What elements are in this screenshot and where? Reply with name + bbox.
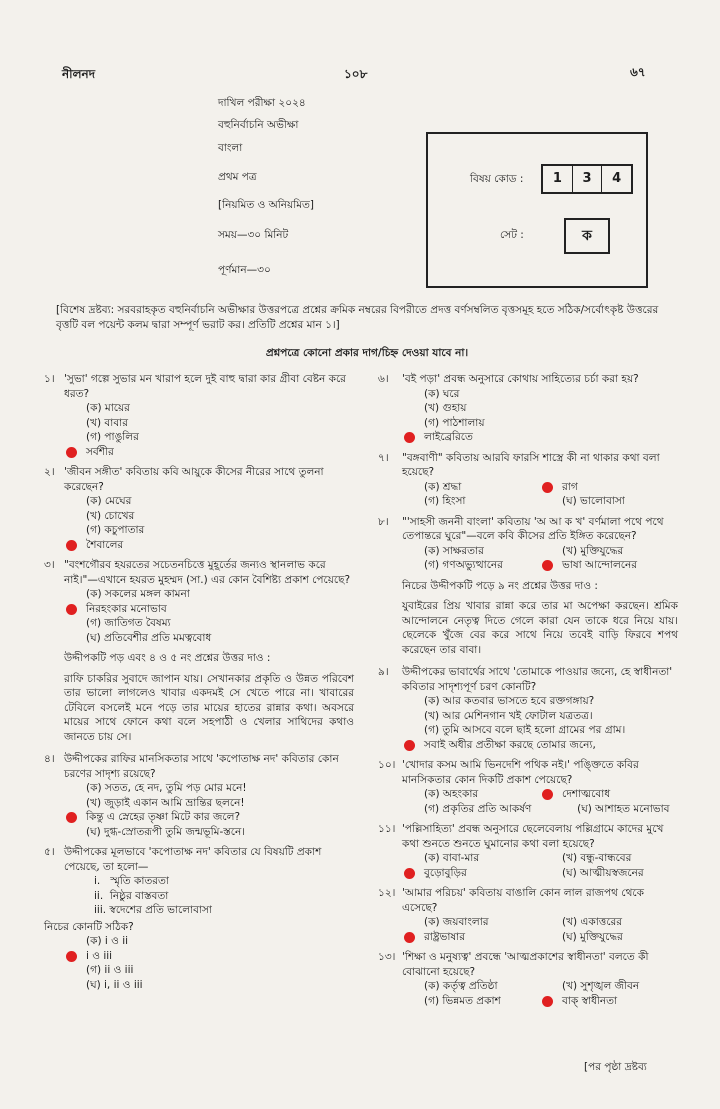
option: (গ) ii ও iii: [86, 964, 134, 976]
question-11: [378, 822, 678, 880]
option-text: নিরহংকার মনোভাব: [86, 602, 167, 615]
filled-bubble-icon: [66, 447, 77, 458]
question-number: ৮।: [378, 515, 389, 528]
subject-name: বাংলা: [218, 142, 243, 154]
option-text: বুড়োবুড়ির: [424, 866, 467, 879]
option: (ক) ঘরে: [424, 387, 460, 400]
question-text: 'আমার পরিচয়' কবিতায় বাঙালি কোন লাল রাজপথ থেকে এসেছে?: [402, 887, 644, 914]
warning-text: প্রশ্নপত্রে কোনো প্রকার দাগ/চিহ্ন দেওয়া যাবে না।: [265, 347, 469, 359]
option: (খ) বন্ধু-বান্ধবের: [562, 852, 632, 864]
question-5-ask: নিচের কোনটি সঠিক?: [44, 920, 134, 933]
set-label: সেট :: [500, 229, 524, 241]
option-text: সর্বশীর: [86, 445, 114, 458]
question-text: উদ্দীপকের মূলভাবে 'কপোতাক্ষ নদ' কবিতার যে বিষয়টি প্রকাশ পেয়েছে, তা হলো—: [64, 846, 322, 873]
question-number: ৬।: [378, 373, 389, 385]
question-1: [44, 372, 354, 459]
option-text: লাইব্রেরিতে: [424, 431, 473, 443]
filled-bubble-icon: [404, 740, 415, 751]
header-right: ৬৭: [630, 65, 646, 79]
stimulus-4-5: রাফি চাকরির সুবাদে জাপান যায়। সেখানকার প্রকৃতি ও উন্নত পরিবেশ তার ভালো লাগলেও খাবার একদমই সে খেতে পারে না। খাবারের টেবিলে বসলেই মনে পড়ে তার মায়ের হাতের রান্নার কথা। অবসরে মায়ের সাথে ফোনে কথা বলে সহপাঠী ও খেলার সাথিদের কথাও জানতে চায় সে।: [64, 672, 354, 743]
option: (গ) কচুপাতার: [86, 524, 145, 536]
right-column: [378, 372, 678, 1014]
filled-bubble-icon: [66, 951, 77, 962]
question-number: ২।: [44, 466, 55, 478]
question-text: 'খোদার কসম আমি ভিনদেশি পথিক নই।' পঙ্ক্তিতে কবির মানসিকতার কোন দিকটি প্রকাশ পেয়েছে?: [402, 759, 639, 786]
question-10: [378, 758, 678, 816]
statement: ii. নিষ্ঠুর বাস্তবতা: [94, 889, 169, 902]
option: (গ) হিংসা: [424, 495, 466, 507]
option: (ক) শ্রদ্ধা: [424, 480, 462, 493]
subject-code-label: বিষয় কোড :: [470, 173, 524, 185]
option: (ক) জয়বাংলার: [424, 916, 489, 928]
question-number: ৯।: [378, 666, 389, 678]
option: (ক) সাক্ষরতার: [424, 544, 484, 557]
filled-bubble-icon: [542, 996, 553, 1007]
filled-bubble-icon: [66, 812, 77, 823]
time-limit: সময়—৩০ মিনিট: [218, 229, 289, 241]
option: (ঘ) আত্মীয়স্বজনের: [562, 866, 644, 879]
option: (ক) আর কতবার ভাসতে হবে রক্তগঙ্গায়?: [424, 695, 595, 707]
question-number: ৩।: [44, 559, 55, 571]
filled-bubble-icon: [542, 789, 553, 800]
question-2: [44, 465, 354, 552]
option: (খ) চোখের: [86, 509, 135, 522]
option-text: রাগ: [562, 480, 578, 493]
page-number: ১০৮: [344, 67, 368, 81]
question-number: ১৩।: [378, 951, 396, 963]
option: (গ) গণঅভ্যুত্থানের: [424, 559, 503, 571]
left-column: [44, 372, 354, 992]
option-marked: [64, 602, 354, 617]
option-marked: [540, 994, 678, 1009]
question-number: ১২।: [378, 887, 396, 899]
option: (গ) পাঠশালায়: [424, 416, 485, 429]
option: (ঘ) i, ii ও iii: [86, 978, 143, 991]
question-12: [378, 886, 678, 944]
subject-code-boxes: [541, 164, 633, 194]
option-marked: [64, 445, 354, 460]
filled-bubble-icon: [404, 932, 415, 943]
option-marked: [402, 738, 678, 753]
option: (ক) অহংকার: [424, 788, 479, 800]
option: (গ) ভিন্নমত প্রকাশ: [424, 994, 501, 1007]
option: (ক) i ও ii: [86, 935, 129, 947]
option: (ঘ) ভালোবাসা: [562, 495, 625, 507]
code-digit: 3: [573, 166, 603, 192]
option-marked: [64, 949, 354, 964]
option-text: সবাই অধীর প্রতীক্ষা করছে তোমার জন্যে,: [424, 738, 596, 751]
set-value: ক: [564, 218, 610, 254]
filled-bubble-icon: [66, 604, 77, 615]
filled-bubble-icon: [542, 560, 553, 571]
question-text: "বঙ্গবাণী" কবিতায় আরবি ফারসি শাস্ত্রে কী না থাকার কথা বলা হয়েছে?: [402, 451, 660, 478]
exam-title: দাখিল পরীক্ষা ২০২৪: [218, 97, 306, 109]
option: (ঘ) প্রতিবেশীর প্রতি মমত্ববোধ: [86, 631, 212, 644]
next-page-note: [পর পৃষ্ঠা দ্রষ্টব্য: [584, 1061, 647, 1073]
option: (খ) সুশৃঙ্খল জীবন: [562, 980, 640, 992]
option-marked: [64, 810, 354, 825]
question-text: 'সুভা' গল্পে সুভার মন খারাপ হলে দুই বাহু দ্বারা কার গ্রীবা বেষ্টন করে ধরত?: [64, 373, 346, 400]
option-text: কিন্তু এ স্নেহের তৃষ্ণা মিটে কার জলে?: [86, 811, 241, 823]
option: (ক) মায়ের: [86, 402, 130, 414]
code-box: [426, 132, 648, 288]
question-text: 'বই পড়া' প্রবন্ধ অনুসারে কোথায় সাহিত্যের চর্চা করা হয়?: [402, 373, 639, 385]
option: (গ) পাঙুলির: [86, 431, 139, 443]
statement: i. স্মৃতি কাতরতা: [94, 875, 169, 887]
stem-9: নিচের উদ্দীপকটি পড়ে ৯ নং প্রশ্নের উত্তর দাও :: [402, 579, 598, 592]
option-marked: [540, 787, 678, 802]
option: (গ) তুমি আসবে বলে ছাই হলো গ্রামের পর গ্রাম।: [424, 724, 626, 736]
question-4: [44, 752, 354, 839]
code-digit: 4: [612, 171, 622, 186]
question-5: [44, 845, 354, 918]
option: (ক) বাবা-মার: [424, 852, 480, 864]
full-marks: পূর্ণমান—৩০: [218, 264, 271, 276]
option: (গ) জাতিগত বৈষম্য: [86, 617, 171, 629]
stem-4-5: উদ্দীপকটি পড় এবং ৪ ও ৫ নং প্রশ্নের উত্তর দাও :: [64, 652, 271, 664]
header-left: নীলনদ: [62, 67, 96, 81]
option: (গ) প্রকৃতির প্রতি আকর্ষণ: [424, 802, 532, 815]
option-marked: [64, 538, 354, 553]
option: (ক) মেঘের: [86, 495, 132, 507]
question-text: উদ্দীপকের রাফির মানসিকতার সাথে 'কপোতাক্ষ নদ' কবিতার কোন চরণের সাদৃশ্য রয়েছে?: [64, 753, 339, 780]
filled-bubble-icon: [404, 432, 415, 443]
question-8: [378, 515, 678, 573]
option-text: দেশাত্মবোধ: [562, 788, 611, 800]
option-text: বাক্ স্বাধীনতা: [562, 994, 618, 1007]
option-text: i ও iii: [86, 949, 113, 962]
question-text: 'জীবন সঙ্গীত' কবিতায় কবি আয়ুকে কীসের নীরের সাথে তুলনা করেছেন?: [64, 466, 324, 493]
question-text: "'সাহসী জননী বাংলা' কবিতায় 'অ আ ক খ' বর্ণমালা পথে পথে তেপান্তরে ঘুরে"—বলে কবি কীসের প্রতি ইঙ্গিত করেছেন?: [402, 515, 664, 542]
exam-type: বহুনির্বাচনি অভীক্ষা: [218, 119, 299, 131]
stimulus-9: যুবাইরের প্রিয় খাবার রান্না করে তার মা অপেক্ষা করছেন। শ্রমিক আন্দোলনে নেতৃত্ব দিতে গেলে কারা যেন তাকে ধরে নিয়ে যায়। ছেলেকে খুঁজে বের করে সাথে নিয়ে তবেই বাড়ি ফিরবে শপথ করেছেন তার বাবা।: [402, 600, 678, 656]
question-number: ১১।: [378, 823, 396, 835]
question-7: [378, 451, 678, 509]
option-text: ভাষা আন্দোলনের: [562, 559, 638, 571]
option: (খ) গুহায়: [424, 402, 467, 414]
code-digit: 1: [543, 166, 573, 192]
option: (ঘ) আশাহত মনোভাব: [577, 802, 670, 815]
question-number: ৭।: [378, 451, 389, 464]
category: [নিয়মিত ও অনিয়মিত]: [218, 199, 315, 211]
question-9: [378, 665, 678, 752]
filled-bubble-icon: [542, 482, 553, 493]
question-text: উদ্দীপকের ভাবার্থের সাথে 'তোমাকে পাওয়ার জন্যে, হে স্বাধীনতা' কবিতার সাদৃশ্যপূর্ণ চরণ কোনটি?: [402, 666, 673, 693]
question-13: [378, 950, 678, 1008]
question-6: [378, 372, 678, 445]
option: (খ) জুড়াই একান আমি ভ্রান্তির ছলনে!: [86, 796, 245, 809]
option-marked: [540, 480, 678, 495]
option: (ক) কর্তৃত্ব প্রতিষ্ঠা: [424, 980, 498, 992]
question-text: "বংশগৌরব হযরতের সচেতনচিত্তে মুহূর্তের জন্যও স্থানলাভ করে নাই।"—এখানে হযরত মুহম্মদ (সা.) এর কোন বৈশিষ্ট্য প্রকাশ পেয়েছে?: [64, 559, 351, 586]
paper-name: প্রথম পত্র: [218, 171, 257, 183]
option-text: শৈবালের: [86, 538, 124, 551]
option-marked: [402, 930, 540, 945]
question-number: ৫।: [44, 846, 55, 858]
filled-bubble-icon: [66, 540, 77, 551]
statement: iii. স্বদেশের প্রতি ভালোবাসা: [94, 904, 212, 916]
option: (খ) আর মেশিনগান খই ফোটাল যত্রতত্র।: [424, 709, 593, 722]
question-number: ১।: [44, 373, 55, 385]
option-text: রাষ্ট্রভাষার: [424, 930, 465, 943]
option: (ঘ) মুক্তিযুদ্ধের: [562, 930, 623, 943]
option-marked: [402, 866, 540, 881]
special-notice: [বিশেষ দ্রষ্টব্য: সরবরাহকৃত বহুনির্বাচনি অভীক্ষার উত্তরপত্রে প্রশ্নের ক্রমিক নম্বরের বিপরীতে প্রদত্ত বর্ণসম্বলিত বৃত্তসমূহ হতে সঠিক/সর্বোৎকৃষ্ট উত্তরের বৃত্তটি বল পয়েন্ট কলম দ্বারা সম্পূর্ণ ভরাট কর। প্রতিটি প্রশ্নের মান ১।]: [56, 304, 659, 331]
option: (খ) বাবার: [86, 416, 128, 429]
option-marked: [540, 558, 678, 573]
question-number: ৪।: [44, 753, 55, 765]
option: (খ) মুক্তিযুদ্ধের: [562, 544, 624, 557]
question-number: ১০।: [378, 759, 396, 771]
option: (ক) সকলের মঙ্গল কামনা: [86, 588, 190, 600]
option-marked: [402, 430, 678, 445]
option: (ঘ) দুগ্ধ-স্রোতরূপী তুমি জন্মভূমি-স্তনে।: [86, 825, 246, 838]
question-3: [44, 558, 354, 645]
option: (খ) একাত্তরের: [562, 916, 623, 928]
question-text: 'পল্লিসাহিত্য' প্রবন্ধ অনুসারে ছেলেবেলায় পল্লিগ্রামে কাদের মুখে কথা শুনতে শুনতে ঘুমানোর কথা বলা হয়েছে?: [402, 823, 664, 850]
filled-bubble-icon: [404, 868, 415, 879]
option: (ক) সতত, হে নদ, তুমি পড় মোর মনে!: [86, 782, 247, 794]
question-text: 'শিক্ষা ও মনুষ্যত্ব' প্রবন্ধে 'আত্মপ্রকাশের স্বাধীনতা' বলতে কী বোঝানো হয়েছে?: [402, 951, 649, 978]
